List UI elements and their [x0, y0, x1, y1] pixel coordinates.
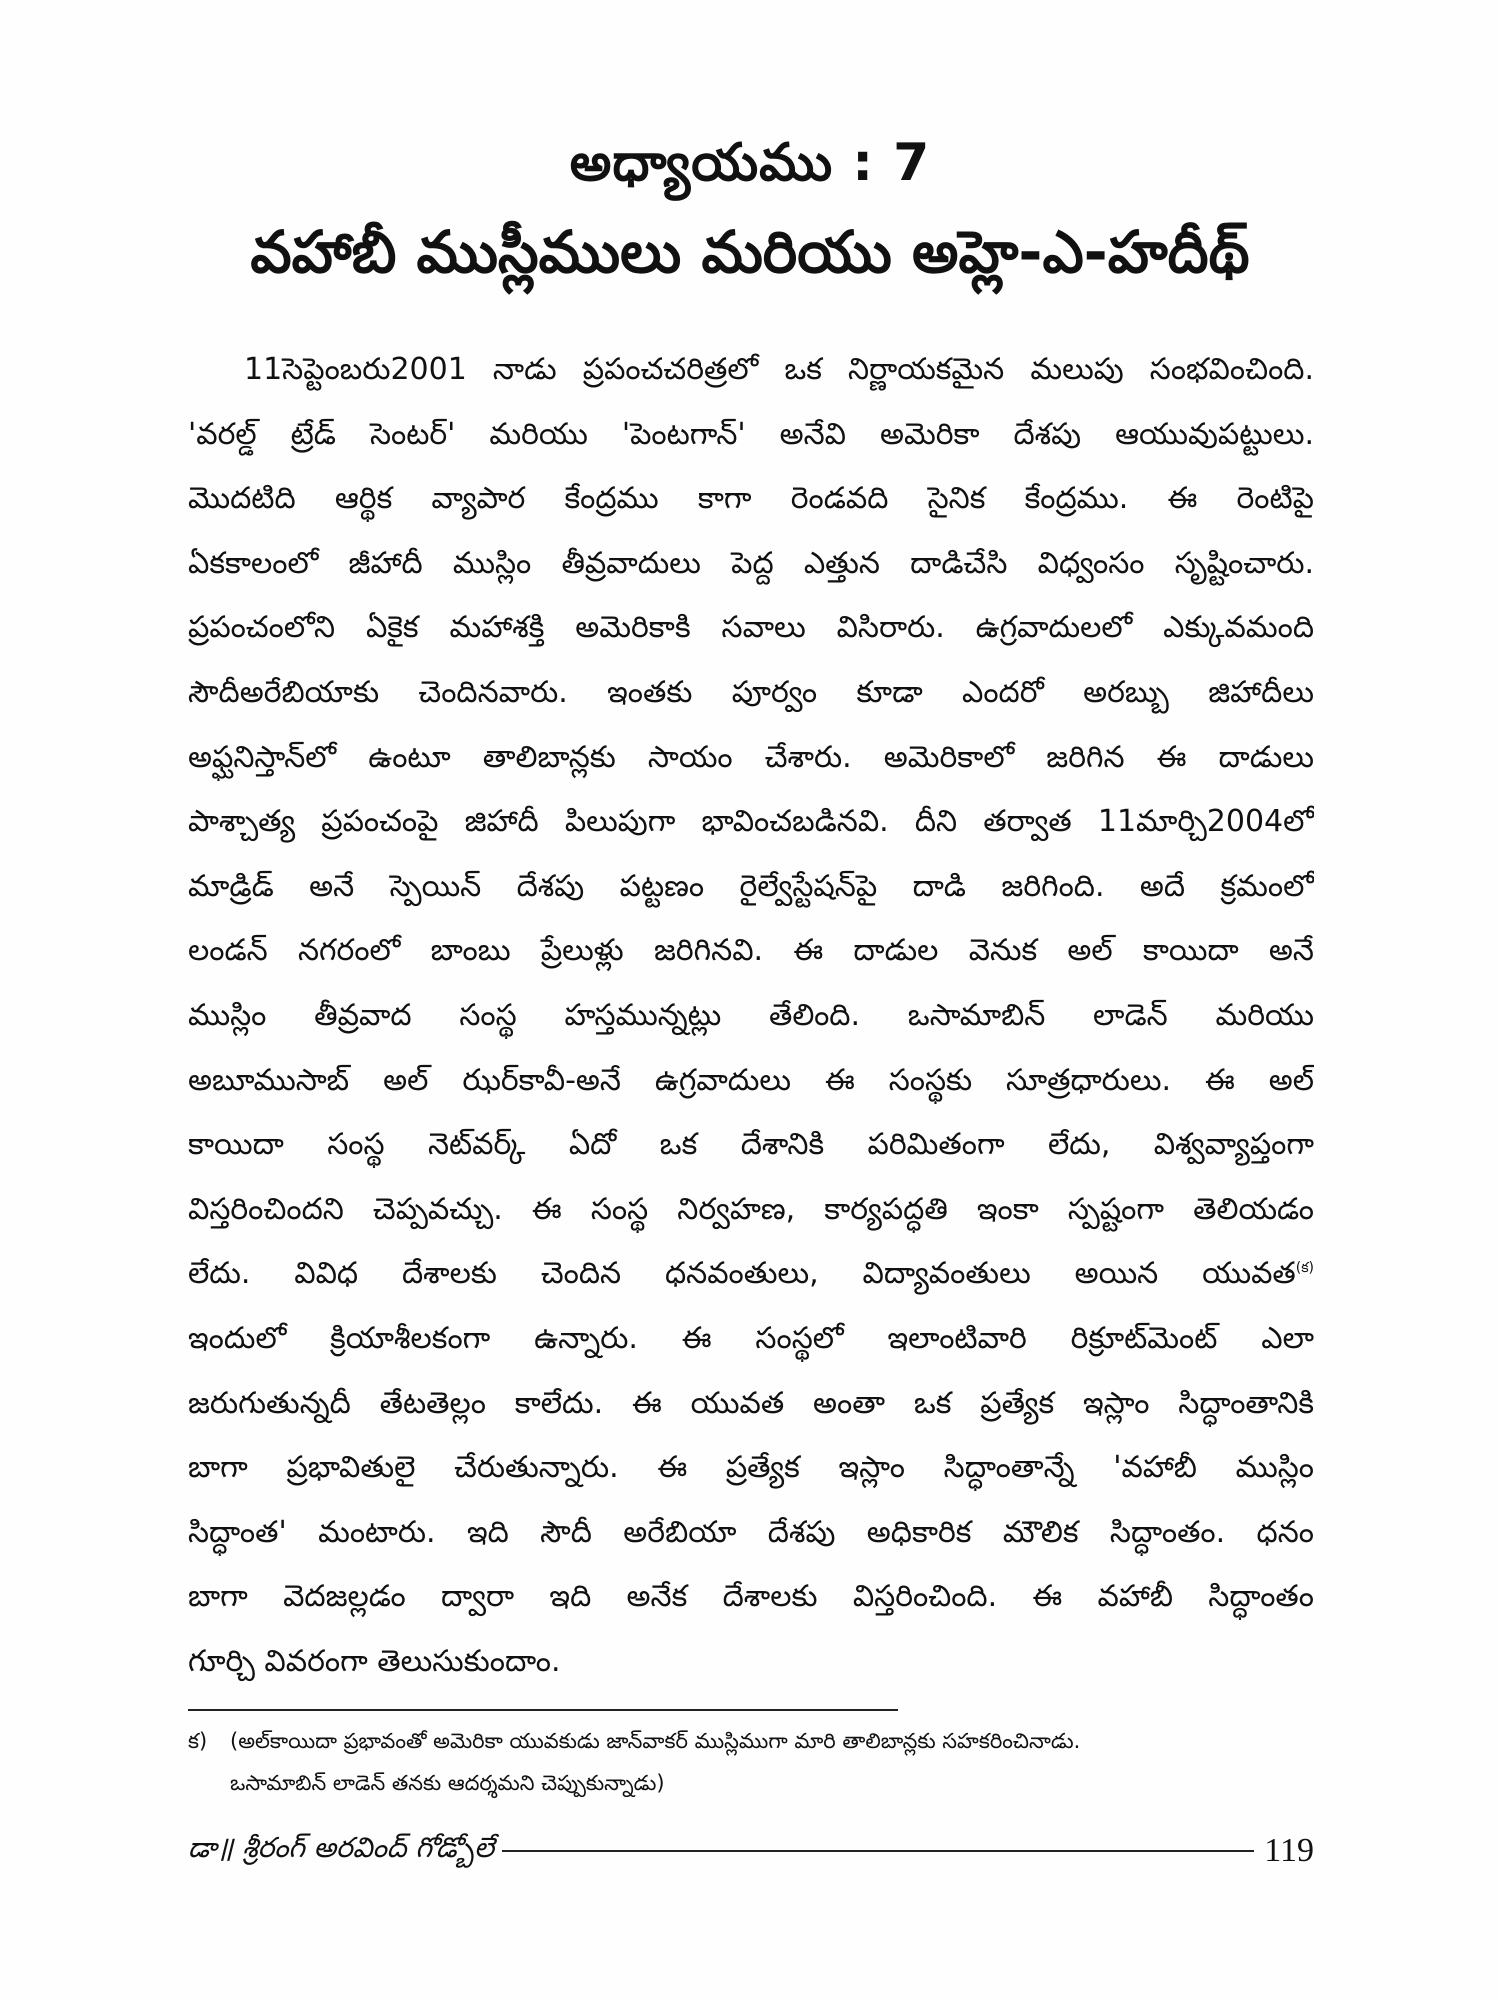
body-line: జరుగుతున్నదీ తేటతెల్లం కాలేదు. ఈ యువత అంతా ఒక ప్రత్యేక ఇస్లాం సిద్ధాంతానికి [188, 1385, 1314, 1421]
body-line: మాడ్రిడ్ అనే స్పెయిన్ దేశపు పట్టణం రైల్వేస్టేషన్‌పై దాడి జరిగింది. అదే క్రమంలో [188, 868, 1314, 904]
body-line: 'వరల్డ్ ట్రేడ్ సెంటర్' మరియు 'పెంటగాన్' అనేవి అమెరికా దేశపు ఆయువుపట్టులు. [188, 416, 1314, 452]
body-line: సిద్ధాంత' మంటారు. ఇది సౌదీ అరేబియా దేశపు అధికారిక మౌలిక సిద్ధాంతం. ధనం [188, 1514, 1314, 1550]
body-line: కాయిదా సంస్థ నెట్‌వర్క్ ఏదో ఒక దేశానికి పరిమితంగా లేదు, విశ్వవ్యాప్తంగా [188, 1127, 1314, 1163]
footnote-reference: (క) [1295, 1260, 1314, 1277]
body-line: ఇందులో క్రియాశీలకంగా ఉన్నారు. ఈ సంస్థలో ఇలాంటివారి రిక్రూట్‌మెంట్ ఎలా [188, 1320, 1314, 1356]
body-line: మొదటిది ఆర్థిక వ్యాపార కేంద్రము కాగా రెండవది సైనిక కేంద్రము. ఈ రెంటిపై [188, 481, 1314, 517]
body-line: అఫ్ఘనిస్తాన్‌లో ఉంటూ తాలిబాన్లకు సాయం చేశారు. అమెరికాలో జరిగిన ఈ దాడులు [188, 739, 1314, 775]
footnote-text-line-1: (అల్‌కాయిదా ప్రభావంతో అమెరికా యువకుడు జాన్‌వాకర్ ముస్లిముగా మారి తాలిబాన్లకు సహకరించినాడు. [230, 1729, 1081, 1753]
chapter-title: వహాబీ ముస్లీములు మరియు అహ్లె-ఎ-హదీథ్ [250, 218, 1250, 286]
body-line: లండన్ నగరంలో బాంబు ప్రేలుళ్లు జరిగినవి. ఈ దాడుల వెనుక అల్ కాయిదా అనే [188, 933, 1314, 969]
body-line: పాశ్చాత్య ప్రపంచంపై జిహాదీ పిలుపుగా భావించబడినవి. దీని తర్వాత 11మార్చి2004లో [188, 804, 1314, 840]
body-line: బాగా వెదజల్లడం ద్వారా ఇది అనేక దేశాలకు విస్తరించింది. ఈ వహాబీ సిద్ధాంతం [188, 1579, 1314, 1615]
footnote-divider [188, 1709, 898, 1711]
body-paragraph [188, 338, 1314, 1694]
body-line: సౌదీఅరేబియాకు చెందినవారు. ఇంతకు పూర్వం కూడా ఎందరో అరబ్బు జిహాదీలు [188, 674, 1314, 710]
body-line: విస్తరించిందని చెప్పవచ్చు. ఈ సంస్థ నిర్వహణ, కార్యపద్ధతి ఇంకా స్పష్టంగా తెలియడం [188, 1191, 1314, 1227]
chapter-heading: అధ్యాయము : 7 [569, 133, 931, 193]
body-line-with-footnote-ref [188, 1242, 1314, 1307]
footer-divider [502, 1850, 1254, 1852]
body-line: అబూముసాబ్ అల్ ఝర్‌కావీ-అనే ఉగ్రవాదులు ఈ సంస్థకు సూత్రధారులు. ఈ అల్ [188, 1062, 1314, 1098]
body-line-text: లేదు. వివిధ దేశాలకు చెందిన ధనవంతులు, విద్యావంతులు అయిన యువత [188, 1256, 1296, 1292]
body-line: ఏకకాలంలో జీహాదీ ముస్లిం తీవ్రవాదులు పెద్ద ఎత్తున దాడిచేసి విధ్వంసం సృష్టించారు. [188, 545, 1314, 581]
body-line: ముస్లిం తీవ్రవాద సంస్థ హస్తమున్నట్లు తేలింది. ఒసామాబిన్ లాడెన్ మరియు [188, 997, 1314, 1033]
body-line: బాగా ప్రభావితులై చేరుతున్నారు. ఈ ప్రత్యేక ఇస్లాం సిద్ధాంతాన్నే 'వహాబీ ముస్లిం [188, 1450, 1314, 1486]
page-number: 119 [1264, 1832, 1314, 1869]
footnote [188, 1720, 1314, 1804]
footnote-marker: క) [188, 1729, 208, 1753]
body-line: ప్రపంచంలోని ఏకైక మహాశక్తి అమెరికాకి సవాలు విసిరారు. ఉగ్రవాదులలో ఎక్కువమంది [188, 610, 1314, 646]
body-line: 11సెప్టెంబరు2001 నాడు ప్రపంచచరిత్రలో ఒక నిర్ణాయకమైన మలుపు సంభవించింది. [244, 352, 1314, 387]
page-footer [188, 1826, 1314, 1876]
footnote-text-line-2: ఒసామాబిన్ లాడెన్ తనకు ఆదర్శమని చెప్పుకున్నాడు) [230, 1771, 665, 1795]
body-line: గూర్చి వివరంగా తెలుసుకుందాం. [188, 1643, 561, 1679]
footer-author: డా॥ శ్రీరంగ్ అరవింద్ గోడ్బోలే [188, 1831, 494, 1864]
